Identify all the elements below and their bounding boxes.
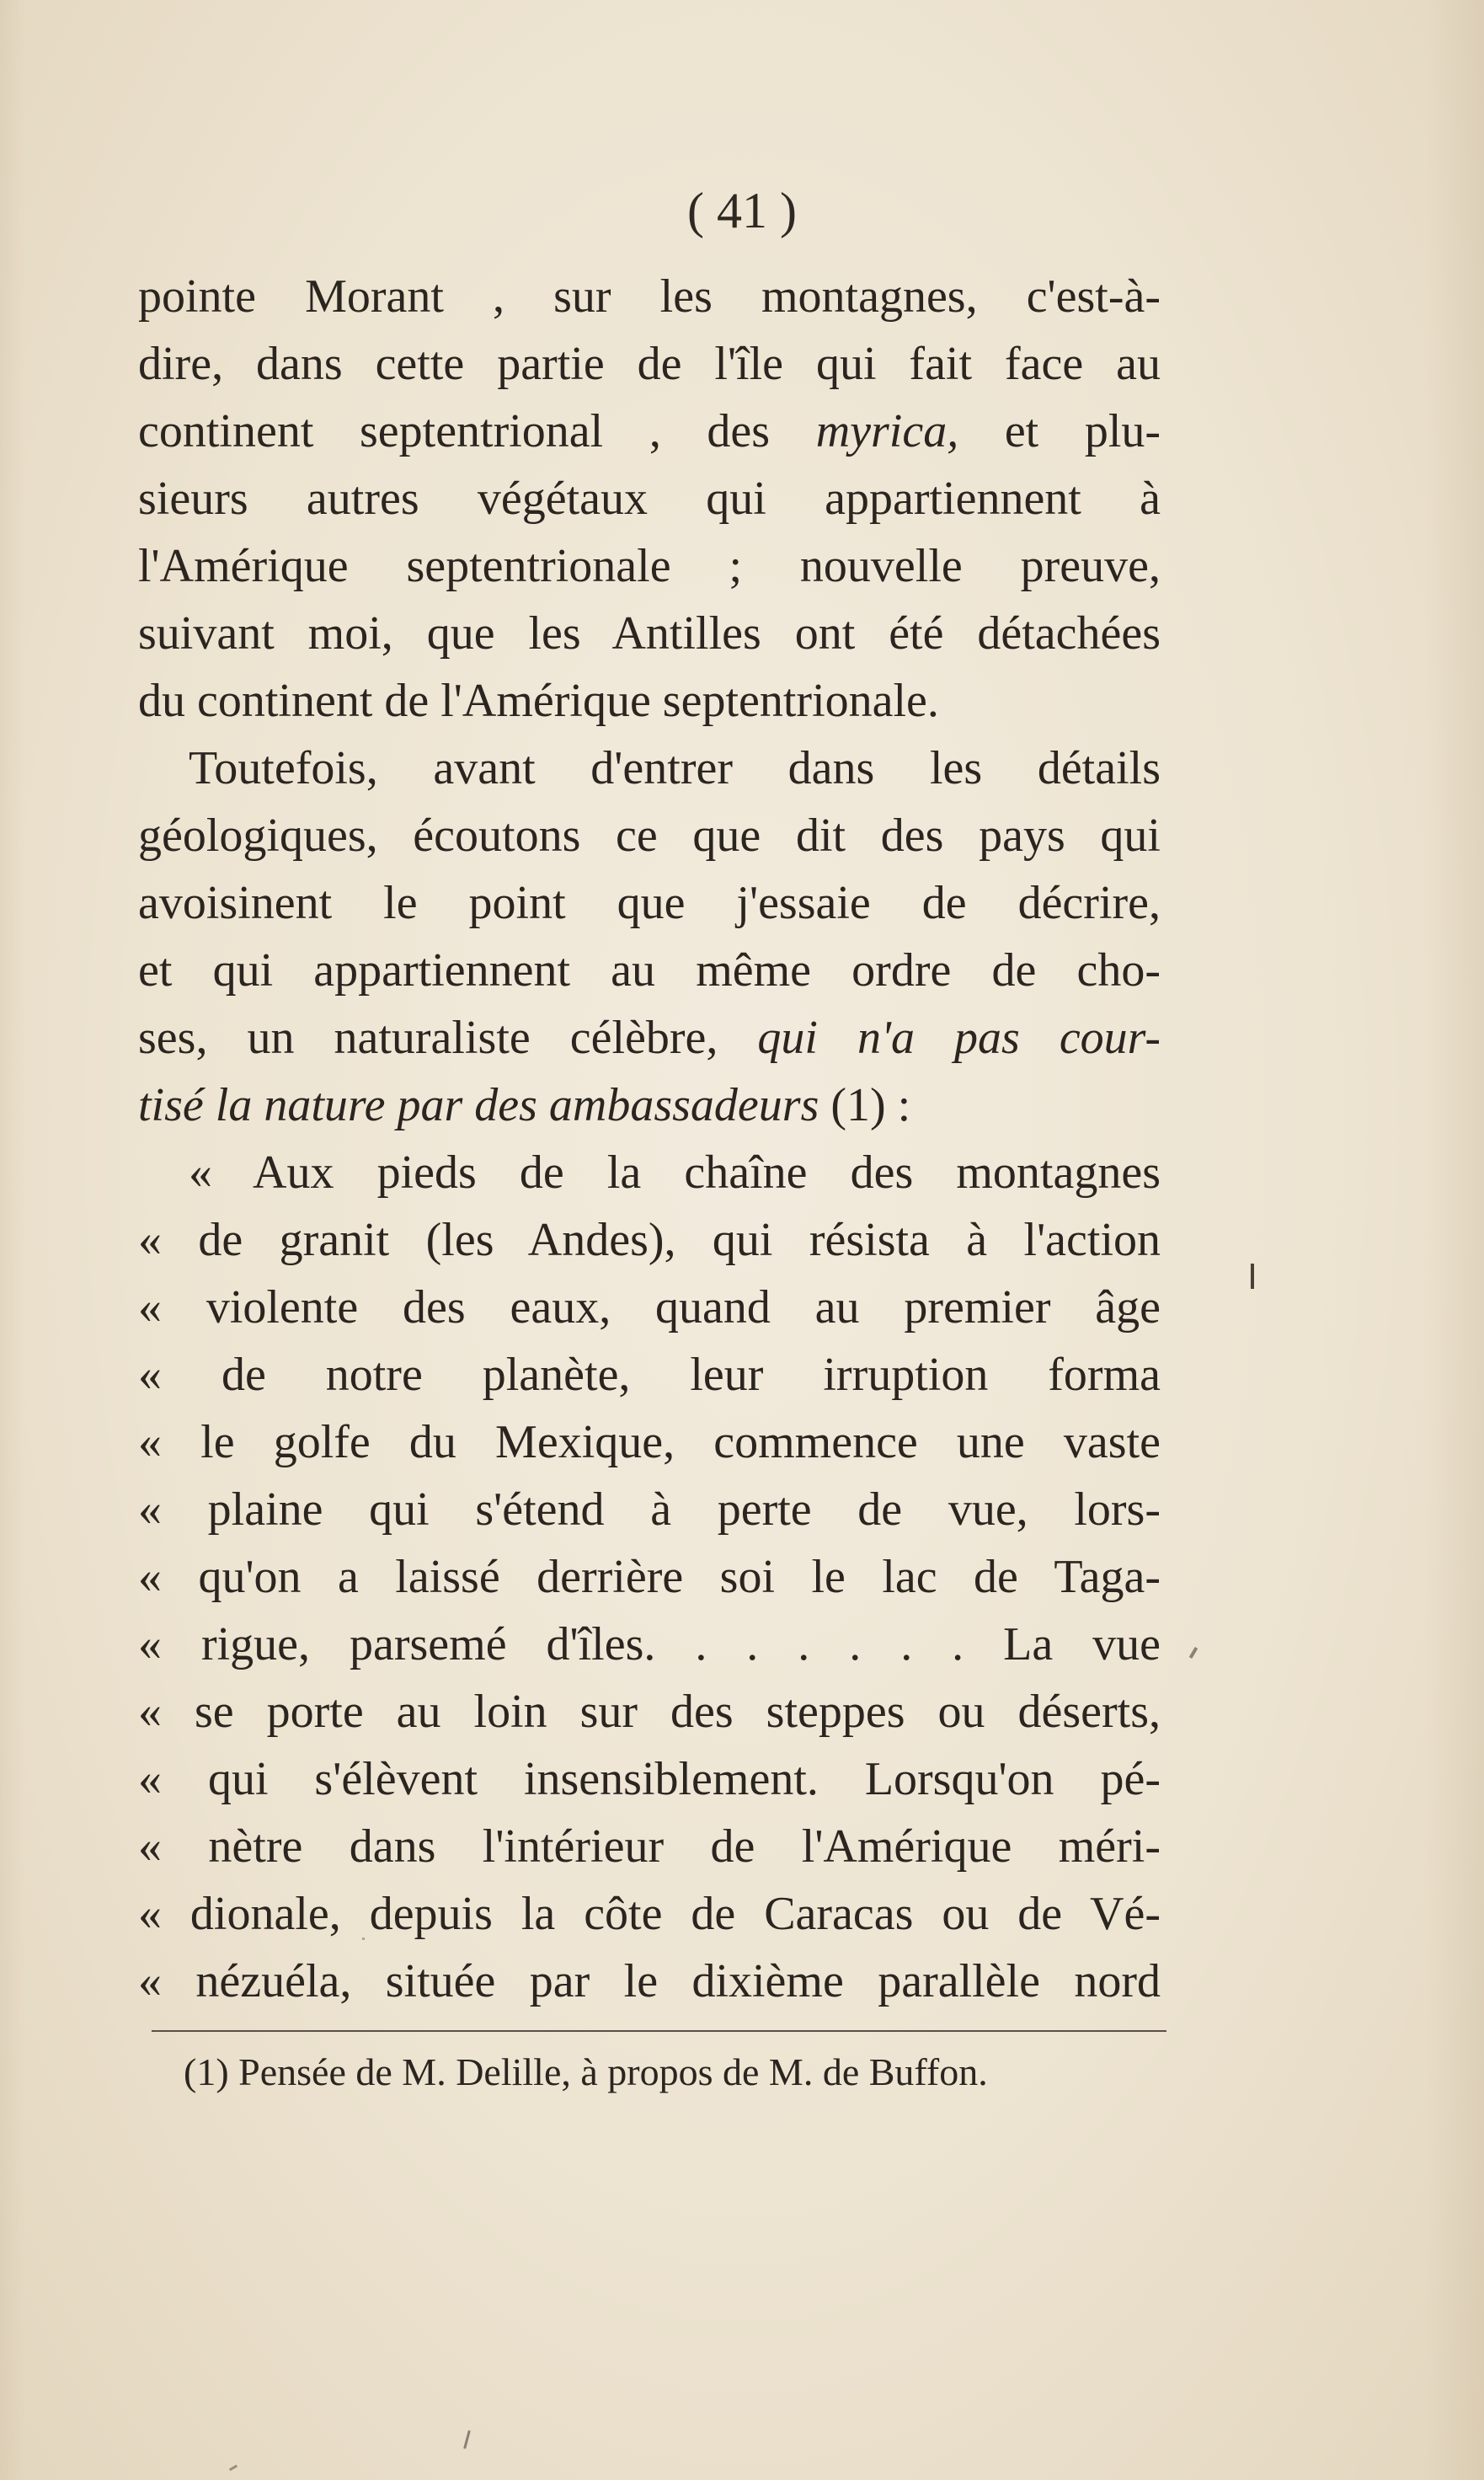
quote-line-5: « le golfe du Mexique, commence une vaste — [138, 1416, 1161, 1468]
quote-line-10: « qui s'élèvent insensiblement. Lorsqu'on pé- — [138, 1753, 1161, 1805]
page-number: ( 41 ) — [687, 183, 797, 238]
quote-line-4: « de notre planète, leur irruption forma — [138, 1349, 1161, 1401]
page-edge-shadow-right — [1425, 0, 1484, 2480]
body-text — [138, 263, 1161, 2015]
quote-line-8: « rigue, parsemé d'îles. . . . . . . La vue — [138, 1618, 1161, 1670]
text-line-1: pointe Morant , sur les montagnes, c'est-à- — [138, 270, 1161, 323]
text-line-2: dire, dans cette partie de l'île qui fait face au — [138, 338, 1161, 390]
quote-line-3: « violente des eaux, quand au premier âge — [138, 1281, 1161, 1334]
text-line-5: l'Amérique septentrionale ; nouvelle preuve, — [138, 540, 1161, 592]
ink-mark — [1189, 1647, 1198, 1659]
text-line-3-end: et plu- — [1004, 405, 1161, 457]
ink-mark — [362, 1938, 365, 1940]
text-line-9: géologiques, écoutons ce que dit des pays qui — [138, 810, 1161, 862]
ink-mark — [229, 2465, 238, 2472]
quote-line-1: « Aux pieds de la chaîne des montagnes — [189, 1146, 1161, 1199]
quote-line-12: « dionale, depuis la côte de Caracas ou de Vé- — [138, 1888, 1161, 1940]
text-line-3 — [138, 398, 1161, 465]
text-line-6: suivant moi, que les Antilles ont été détachées — [138, 607, 1161, 660]
quote-line-9: « se porte au loin sur des steppes ou déserts, — [138, 1686, 1161, 1738]
quote-line-11: « nètre dans l'intérieur de l'Amérique méri- — [138, 1820, 1161, 1873]
ink-mark — [1251, 1264, 1254, 1289]
text-line-11: et qui appartiennent au même ordre de cho- — [138, 944, 1161, 997]
page-edge-shadow-left — [0, 0, 25, 2480]
quote-line-6: « plaine qui s'étend à perte de vue, lors- — [138, 1483, 1161, 1536]
text-line-4: sieurs autres végétaux qui appartiennent à — [138, 473, 1161, 525]
italic-quote-end: tisé la nature par des ambassadeurs — [138, 1079, 819, 1131]
text-line-7: du continent de l'Amérique septentrionale. — [138, 675, 939, 727]
quote-line-2: « de granit (les Andes), qui résista à l'action — [138, 1214, 1161, 1266]
quote-line-7: « qu'on a laissé derrière soi le lac de Taga- — [138, 1551, 1161, 1603]
text-line-13 — [138, 1072, 1161, 1139]
footnote-divider — [152, 2030, 1166, 2032]
quote-line-13: « nézuéla, située par le dixième parallèle nord — [138, 1955, 1161, 2007]
text-line-12 — [138, 1004, 1161, 1072]
text-line-8: Toutefois, avant d'entrer dans les détails — [189, 742, 1161, 794]
footnote-reference: (1) : — [830, 1079, 911, 1131]
italic-term-myrica: myrica, — [815, 405, 959, 457]
footnote: (1) Pensée de M. Delille, à propos de M. de Buffon. — [184, 2050, 988, 2093]
text-line-10: avoisinent le point que j'essaie de décrire, — [138, 877, 1161, 929]
ink-mark — [463, 2430, 471, 2449]
italic-quote-start: qui n'a pas cour- — [757, 1012, 1161, 1064]
text-line-3-start: continent septentrional , des — [138, 405, 771, 457]
text-line-12-start: ses, un naturaliste célèbre, — [138, 1012, 718, 1064]
